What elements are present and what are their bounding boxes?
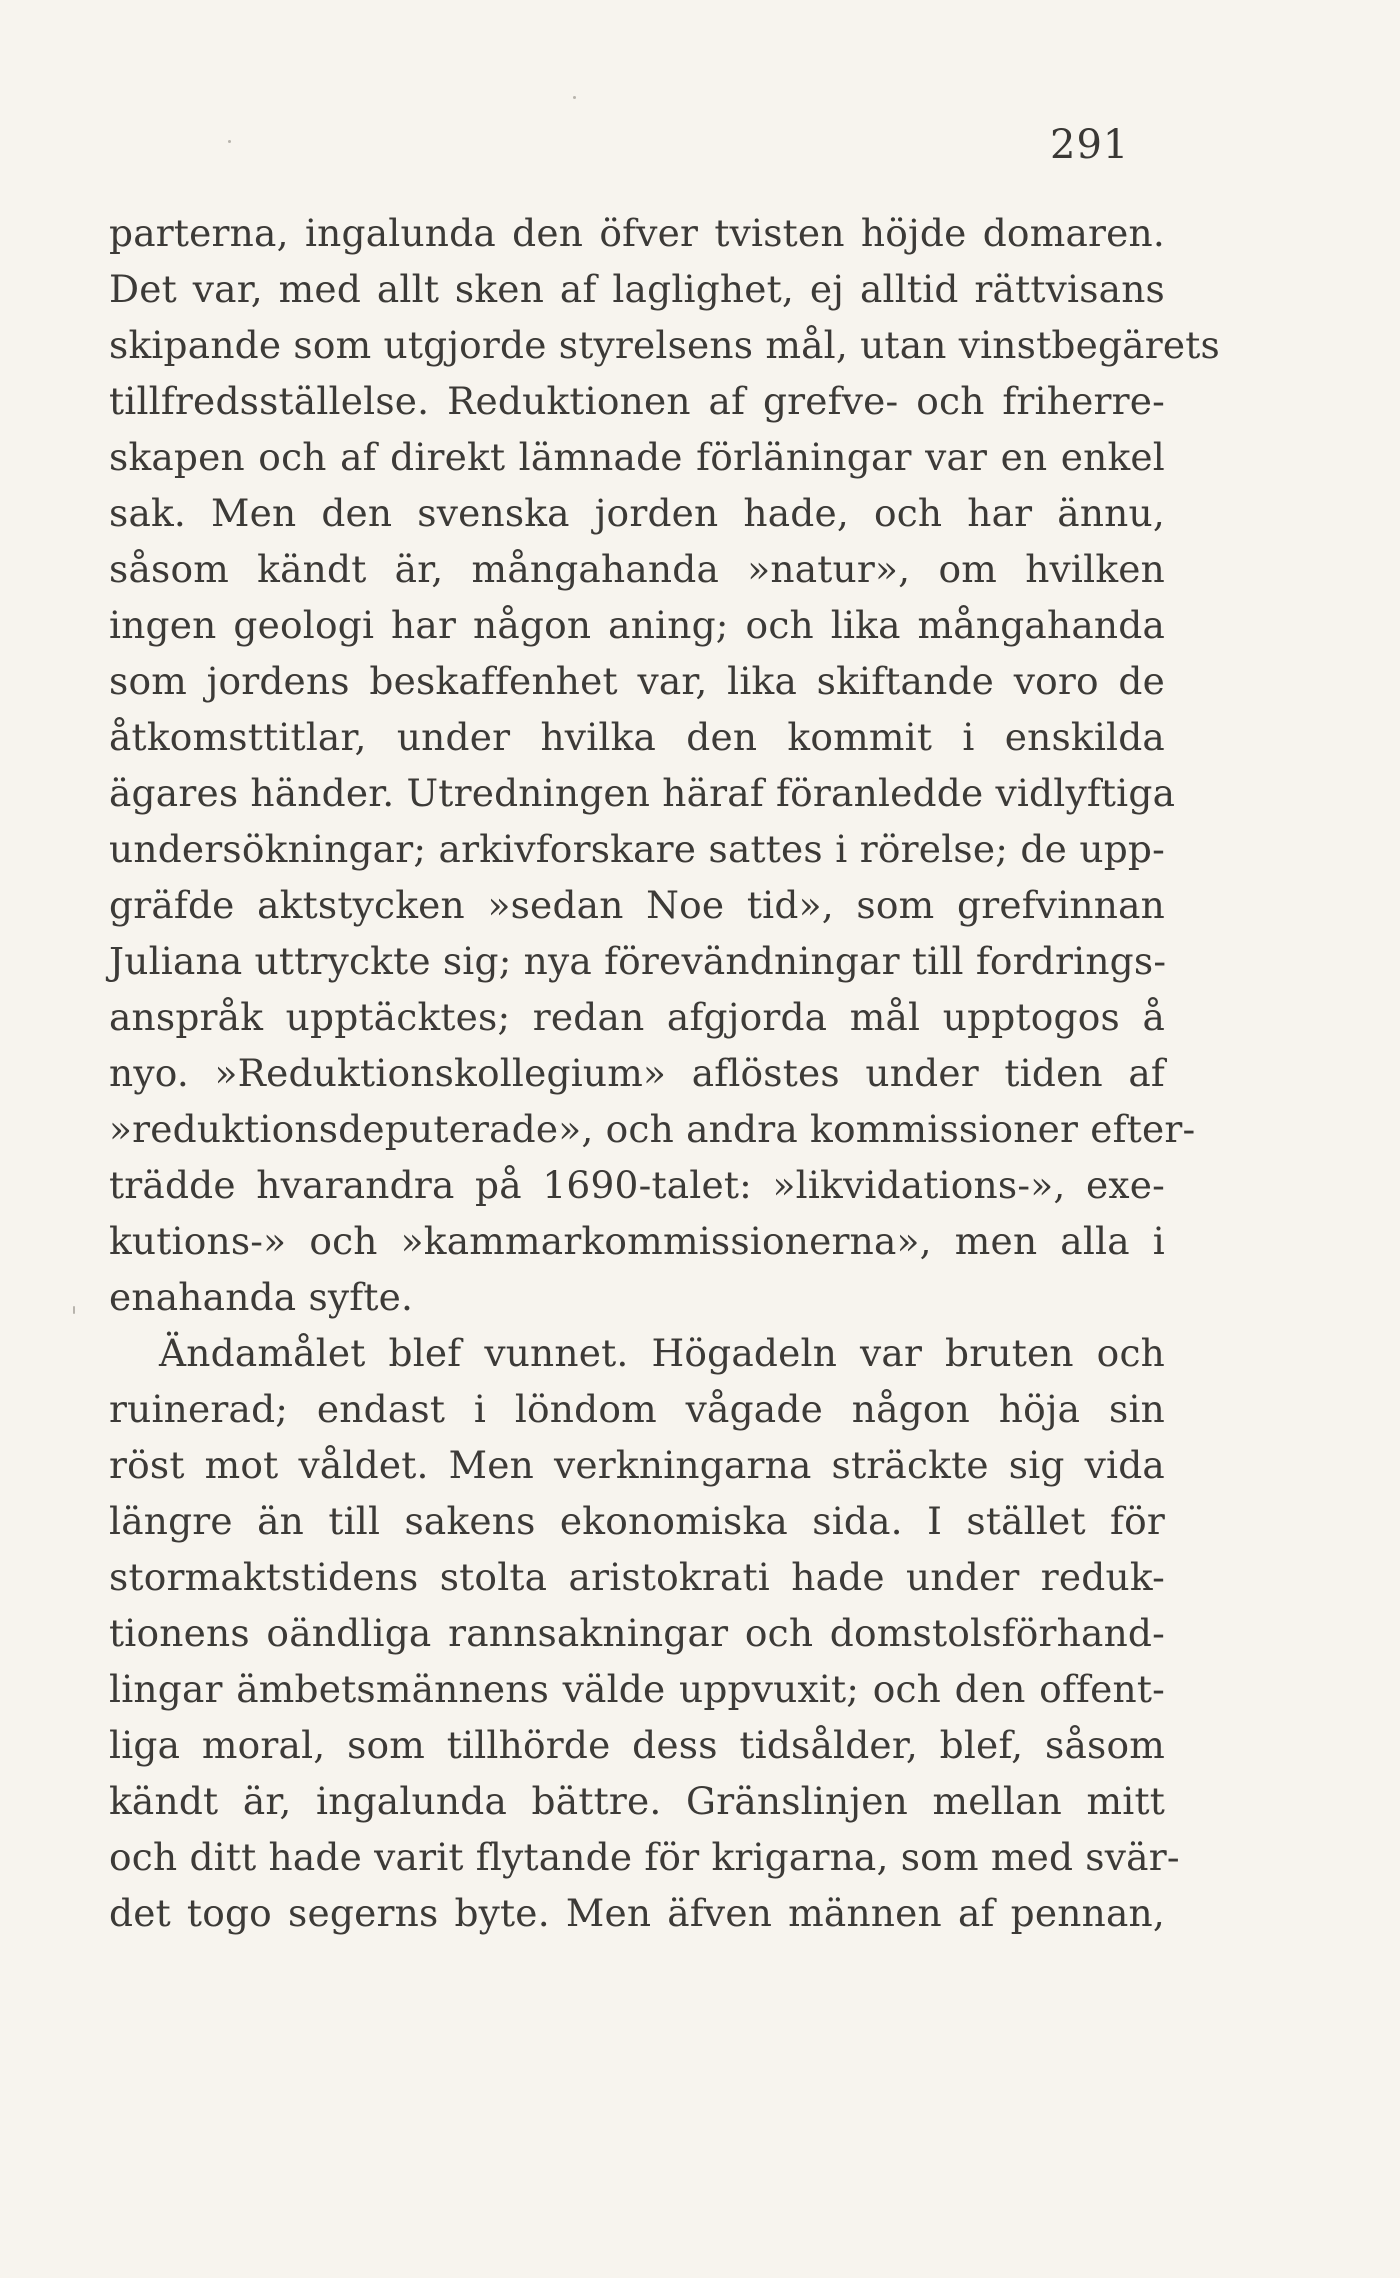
- text-line: ingen geologi har någon aning; och lika mångahanda: [109, 603, 1165, 647]
- text-line: såsom kändt är, mångahanda »natur», om hvilken: [109, 547, 1165, 591]
- text-line: liga moral, som tillhörde dess tidsålder, blef, såsom: [109, 1723, 1165, 1767]
- text-line: skapen och af direkt lämnade förläningar var en enkel: [109, 435, 1165, 479]
- text-line: tillfredsställelse. Reduktionen af grefve- och friherre-: [109, 379, 1165, 423]
- text-line: anspråk upptäcktes; redan afgjorda mål upptogos å: [109, 995, 1165, 1039]
- text-line: kändt är, ingalunda bättre. Gränslinjen mellan mitt: [109, 1779, 1165, 1823]
- text-line: röst mot våldet. Men verkningarna sträckte sig vida: [109, 1443, 1165, 1487]
- text-line: Juliana uttryckte sig; nya förevändningar till fordrings-: [109, 939, 1167, 983]
- text-line: enahanda syfte.: [109, 1275, 414, 1319]
- body-text: [109, 205, 1220, 1941]
- text-line: kutions-» och »kammarkommissionerna», men alla i: [109, 1219, 1165, 1263]
- text-line: sak. Men den svenska jorden hade, och har ännu,: [109, 491, 1165, 535]
- text-line: stormaktstidens stolta aristokrati hade under reduk-: [109, 1555, 1165, 1599]
- text-line: nyo. »Reduktionskollegium» aflöstes under tiden af: [109, 1051, 1165, 1095]
- text-line: Det var, med allt sken af laglighet, ej alltid rättvisans: [109, 267, 1165, 311]
- text-line: parterna, ingalunda den öfver tvisten höjde domaren.: [109, 211, 1165, 255]
- text-line: skipande som utgjorde styrelsens mål, utan vinstbegärets: [109, 323, 1220, 367]
- text-line: trädde hvarandra på 1690-talet: »likvidations-», exe-: [109, 1163, 1165, 1207]
- page-number: 291: [1050, 122, 1130, 168]
- paragraph-1: [109, 205, 1220, 1325]
- text-line: undersökningar; arkivforskare sattes i rörelse; de upp-: [109, 827, 1165, 871]
- paper-speck: [573, 96, 576, 99]
- text-line: som jordens beskaffenhet var, lika skiftande voro de: [109, 659, 1165, 703]
- text-line: åtkomsttitlar, under hvilka den kommit i enskilda: [109, 715, 1165, 759]
- text-line: Ändamålet blef vunnet. Högadeln var bruten och: [159, 1331, 1165, 1375]
- paper-speck: [73, 1306, 75, 1314]
- text-line: gräfde aktstycken »sedan Noe tid», som grefvinnan: [109, 883, 1165, 927]
- paragraph-2: [109, 1325, 1180, 1941]
- text-line: ägares händer. Utredningen häraf föranledde vidlyftiga: [109, 771, 1176, 815]
- paper-speck: [228, 140, 231, 143]
- text-line: ruinerad; endast i löndom vågade någon höja sin: [109, 1387, 1165, 1431]
- text-line: tionens oändliga rannsakningar och domstolsförhand-: [109, 1611, 1165, 1655]
- text-line: längre än till sakens ekonomiska sida. I stället för: [109, 1499, 1165, 1543]
- text-line: »reduktionsdeputerade», och andra kommissioner efter-: [109, 1107, 1196, 1151]
- text-line: lingar ämbetsmännens välde uppvuxit; och den offent-: [109, 1667, 1165, 1711]
- text-line: och ditt hade varit flytande för krigarna, som med svär-: [109, 1835, 1180, 1879]
- text-line: det togo segerns byte. Men äfven männen af pennan,: [109, 1891, 1165, 1935]
